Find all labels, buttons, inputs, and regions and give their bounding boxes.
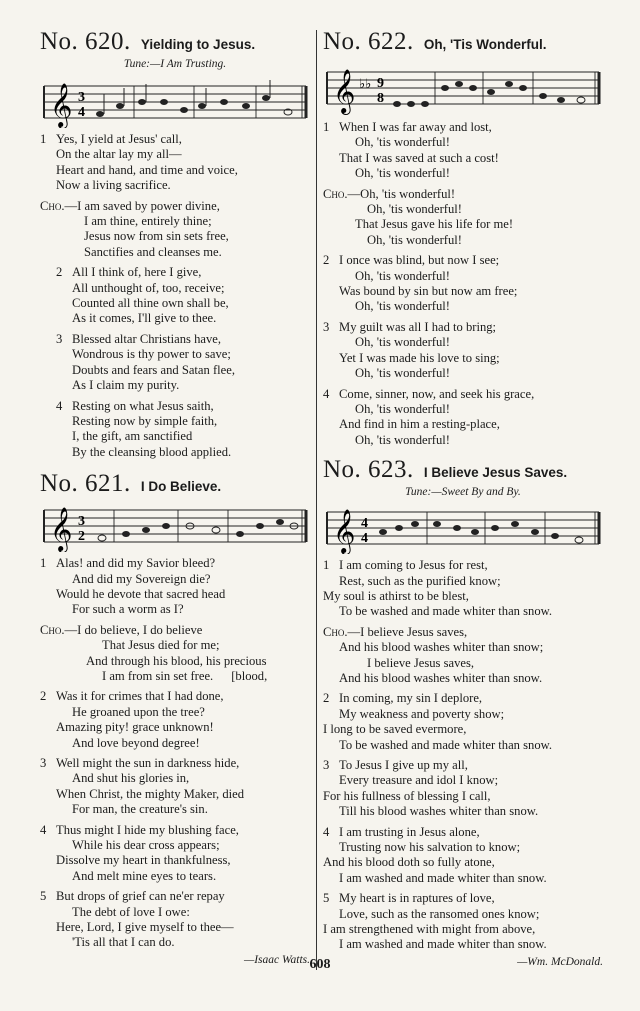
chorus-label: Cho.—	[40, 198, 78, 213]
lyric-line: He groaned upon the tree?	[72, 704, 205, 719]
page-number: 608	[309, 957, 331, 972]
tune-line	[40, 58, 310, 70]
hymn-author: —Wm. McDonald.	[517, 955, 603, 968]
lyric-line: My weakness and poverty show;	[339, 706, 505, 721]
stanza	[40, 332, 310, 394]
stanza	[323, 758, 603, 820]
verse-number: 3	[323, 319, 330, 334]
lyric-line: That I was saved at such a cost!	[339, 150, 499, 165]
lyric-line: I am strengthened with might from above,	[323, 922, 536, 937]
verse-number: 1	[40, 132, 47, 146]
verse-number: 1	[323, 558, 330, 573]
lyric-line: 4 Come, sinner, now, and seek his grace,	[323, 386, 535, 401]
stanza	[40, 556, 310, 618]
treble-clef-icon: 𝄞	[333, 69, 356, 113]
lyric-line: 1 Yes, I yield at Jesus' call,	[40, 132, 182, 146]
hymn-header	[40, 470, 310, 498]
lyric-line: As I claim my purity.	[72, 378, 180, 393]
lyric-line: And shut his glories in,	[72, 771, 190, 786]
stanza-list	[40, 132, 310, 460]
hymn-number: No. 620.	[40, 28, 131, 55]
time-signature-top: 9	[377, 76, 384, 91]
column-divider	[316, 30, 317, 970]
lyric-line: I, the gift, am sanctified	[72, 429, 193, 444]
chorus-label: Cho.—	[323, 624, 361, 639]
verse-number: 5	[323, 891, 330, 906]
verse-number: 3	[323, 758, 330, 772]
right-column	[323, 28, 603, 968]
music-staff	[40, 500, 310, 552]
lyric-line: Heart and hand, and time and voice,	[56, 162, 238, 177]
lyric-line: And his blood washes whiter than snow;	[339, 640, 544, 655]
notes	[393, 81, 585, 107]
lyric-line: I am washed and made whiter than snow.	[339, 937, 547, 952]
lyric-line: Resting now by simple faith,	[72, 413, 218, 428]
lyric-line: 3 Blessed altar Christians have,	[56, 331, 221, 346]
lyric-line: Oh, 'tis wonderful!	[355, 366, 450, 381]
hymn-header	[323, 28, 603, 56]
time-signature-bottom: 4	[78, 105, 85, 120]
lyric-line: Oh, 'tis wonderful!	[355, 432, 450, 447]
lyric-line: When Christ, the mighty Maker, died	[56, 786, 245, 801]
time-signature-bottom: 4	[361, 531, 368, 547]
lyric-line: As it comes, I'll give to thee.	[72, 311, 217, 326]
lyric-line: 3 Well might the sun in darkness hide,	[40, 756, 240, 770]
lyric-line: I am from sin set free. [blood,	[102, 668, 268, 683]
lyric-line: For such a worm as I?	[72, 602, 184, 617]
lyric-line: Oh, 'tis wonderful!	[355, 401, 450, 416]
lyric-line: And through his blood, his precious	[86, 653, 267, 668]
chorus	[323, 187, 603, 249]
lyric-line: Cho.—I do believe, I do believe	[40, 622, 203, 637]
lyric-line: And find in him a resting-place,	[339, 417, 500, 432]
stanza	[323, 891, 603, 953]
lyric-line: The debt of love I owe:	[72, 904, 190, 919]
hymn-title: I Do Believe.	[140, 479, 222, 495]
music-staff	[40, 72, 310, 128]
verse-number: 1	[40, 556, 47, 571]
chorus	[323, 625, 603, 687]
hymn-header	[323, 456, 603, 484]
lyric-line: 4 Resting on what Jesus saith,	[56, 398, 214, 413]
flat-sign-icon: ♭♭	[359, 76, 372, 91]
lyric-line: While his dear cross appears;	[72, 838, 220, 853]
time-signature-top: 3	[78, 90, 85, 105]
time-signature-bottom: 8	[377, 91, 384, 106]
lyric-line: I am washed and made whiter than snow.	[339, 870, 547, 885]
lyric-line: I long to be saved evermore,	[323, 722, 467, 737]
lyric-line: 3 My guilt was all I had to bring;	[323, 319, 497, 334]
lyric-line: And did my Sovereign die?	[72, 571, 211, 586]
treble-clef-icon: 𝄞	[333, 509, 356, 554]
stanza	[323, 120, 603, 182]
hymn-title: Oh, 'Tis Wonderful.	[423, 37, 547, 52]
line-continuation: [blood,	[231, 668, 268, 683]
lyric-line: Cho.—I am saved by power divine,	[40, 198, 220, 213]
lyric-line: And his blood doth so fully atone,	[323, 855, 495, 870]
time-signature-top: 4	[361, 516, 368, 532]
verse-number: 2	[56, 265, 63, 280]
treble-clef-icon: 𝄞	[50, 507, 73, 552]
tune-label: Tune:	[405, 486, 432, 499]
stanza	[40, 689, 310, 751]
lyric-line: 2 In coming, my sin I deplore,	[323, 691, 483, 706]
lyric-line: To be washed and made whiter than snow.	[339, 737, 553, 752]
stanza	[323, 253, 603, 315]
lyric-line: Cho.—Oh, 'tis wonderful!	[323, 186, 456, 201]
hymn-author: —Isaac Watts.	[243, 953, 310, 966]
lyric-line: I believe Jesus saves,	[367, 655, 475, 670]
verse-number: 3	[40, 756, 47, 770]
hymn-header	[40, 28, 310, 56]
lyric-line: Would he devote that sacred head	[56, 586, 226, 601]
tune-line	[323, 486, 603, 498]
lyric-line: That Jesus died for me;	[102, 638, 220, 653]
time-signature-bottom: 2	[78, 529, 85, 545]
lyric-line: For his fullness of blessing I call,	[323, 788, 491, 803]
lyric-line: Love, such as the ransomed ones know;	[339, 906, 540, 921]
stanza	[323, 825, 603, 887]
lyric-line: Oh, 'tis wonderful!	[355, 299, 450, 314]
lyric-line: 5 But drops of grief can ne'er repay	[40, 889, 225, 904]
hymn-title: Yielding to Jesus.	[140, 37, 256, 52]
lyric-line: I am thine, entirely thine;	[84, 214, 212, 229]
lyric-line: Cho.—I believe Jesus saves,	[323, 624, 468, 639]
stanza-list	[323, 120, 603, 448]
stanza	[40, 132, 310, 194]
lyric-line: And his blood washes whiter than snow.	[339, 670, 543, 685]
lyric-line: 1 I am coming to Jesus for rest,	[323, 558, 488, 573]
stanza	[323, 691, 603, 753]
stanza	[40, 399, 310, 461]
lyric-line: Trusting now his salvation to know;	[339, 840, 521, 855]
stanza	[40, 265, 310, 327]
verse-number: 1	[323, 120, 330, 134]
lyric-line: 1 Alas! and did my Savior bleed?	[40, 556, 216, 571]
lyric-line: Wondrous is thy power to save;	[72, 347, 231, 362]
treble-clef-icon: 𝄞	[50, 83, 73, 127]
lyric-line: Oh, 'tis wonderful!	[355, 335, 450, 350]
stanza-list	[40, 556, 310, 966]
verse-number: 4	[56, 398, 63, 413]
stanza	[323, 558, 603, 620]
lyric-line: Oh, 'tis wonderful!	[367, 232, 462, 247]
lyric-line: My soul is athirst to be blest,	[323, 588, 469, 603]
music-staff	[323, 500, 603, 554]
lyric-line: Jesus now from sin sets free,	[84, 229, 229, 244]
lyric-line: On the altar lay my all—	[56, 147, 182, 162]
chorus-label: Cho.—	[40, 622, 78, 637]
stanza	[40, 823, 310, 885]
stanza	[323, 387, 603, 449]
lyric-line: And love beyond degree!	[72, 735, 200, 750]
lyric-line: 2 I once was blind, but now I see;	[323, 253, 500, 268]
verse-number: 2	[40, 689, 47, 704]
verse-number: 3	[56, 331, 63, 346]
tune-name: —I Am Trusting.	[150, 58, 227, 70]
hymn-number: No. 623.	[323, 456, 414, 484]
lyric-line: Now a living sacrifice.	[56, 178, 171, 193]
lyric-line: Oh, 'tis wonderful!	[355, 268, 450, 283]
lyric-line: All unthought of, too, receive;	[72, 280, 225, 295]
verse-number: 2	[323, 691, 330, 706]
lyric-line: 3 To Jesus I give up my all,	[323, 758, 468, 772]
left-column	[40, 28, 310, 966]
hymn-622	[323, 28, 603, 448]
stanza	[40, 756, 310, 818]
lyric-line: Counted all thine own shall be,	[72, 296, 229, 311]
hymn-number: No. 621.	[40, 470, 131, 498]
verse-number: 4	[40, 822, 47, 837]
chorus-label: Cho.—	[323, 186, 361, 201]
lyric-line: Sanctifies and cleanses me.	[84, 244, 222, 259]
lyric-line: Oh, 'tis wonderful!	[355, 166, 450, 181]
lyric-line: Oh, 'tis wonderful!	[367, 202, 462, 217]
verse-number: 2	[323, 253, 330, 268]
stanza-list	[323, 558, 603, 968]
lyric-line: That Jesus gave his life for me!	[355, 217, 514, 232]
lyric-line: 4 Thus might I hide my blushing face,	[40, 822, 239, 837]
stanza	[323, 320, 603, 382]
notes	[379, 521, 583, 543]
lyric-line: And melt mine eyes to tears.	[72, 868, 217, 883]
lyric-line: 4 I am trusting in Jesus alone,	[323, 824, 480, 839]
hymn-620	[40, 28, 310, 460]
lyric-line: Oh, 'tis wonderful!	[355, 135, 450, 150]
verse-number: 5	[40, 889, 47, 904]
hymn-621	[40, 470, 310, 966]
notes	[98, 519, 298, 541]
verse-number: 4	[323, 824, 330, 839]
lyric-line: 1 When I was far away and lost,	[323, 120, 492, 134]
lyric-line: Here, Lord, I give myself to thee—	[56, 920, 234, 935]
hymn-number: No. 622.	[323, 28, 414, 55]
verse-number: 4	[323, 386, 330, 401]
hymn-title: I Believe Jesus Saves.	[423, 465, 568, 481]
lyric-line: To be washed and made whiter than snow.	[339, 604, 553, 619]
lyric-line: For man, the creature's sin.	[72, 802, 208, 817]
lyric-line: Every treasure and idol I know;	[339, 773, 499, 788]
lyric-line: Till his blood washes whiter than snow.	[339, 804, 539, 819]
lyric-line: 2 Was it for crimes that I had done,	[40, 689, 224, 704]
lyric-line: 2 All I think of, here I give,	[56, 265, 202, 280]
tune-name: —Sweet By and By.	[431, 486, 521, 499]
tune-label: Tune:	[123, 58, 151, 70]
lyric-line: By the cleansing blood applied.	[72, 444, 232, 459]
lyric-line: Rest, such as the purified know;	[339, 573, 501, 588]
chorus	[40, 623, 310, 685]
lyric-line: Yet I was made his love to sing;	[339, 350, 500, 365]
stanza	[40, 889, 310, 951]
lyric-line: Dissolve my heart in thankfulness,	[56, 853, 231, 868]
hymn-623	[323, 456, 603, 968]
lyric-line: Amazing pity! grace unknown!	[56, 720, 214, 735]
lyric-line: 'Tis all that I can do.	[72, 935, 175, 950]
chorus	[40, 199, 310, 261]
music-staff	[323, 58, 603, 116]
time-signature-top: 3	[78, 514, 85, 530]
lyric-line: 5 My heart is in raptures of love,	[323, 891, 495, 906]
lyric-line: Was bound by sin but now am free;	[339, 284, 518, 299]
lyric-line: Doubts and fears and Satan flee,	[72, 362, 235, 377]
